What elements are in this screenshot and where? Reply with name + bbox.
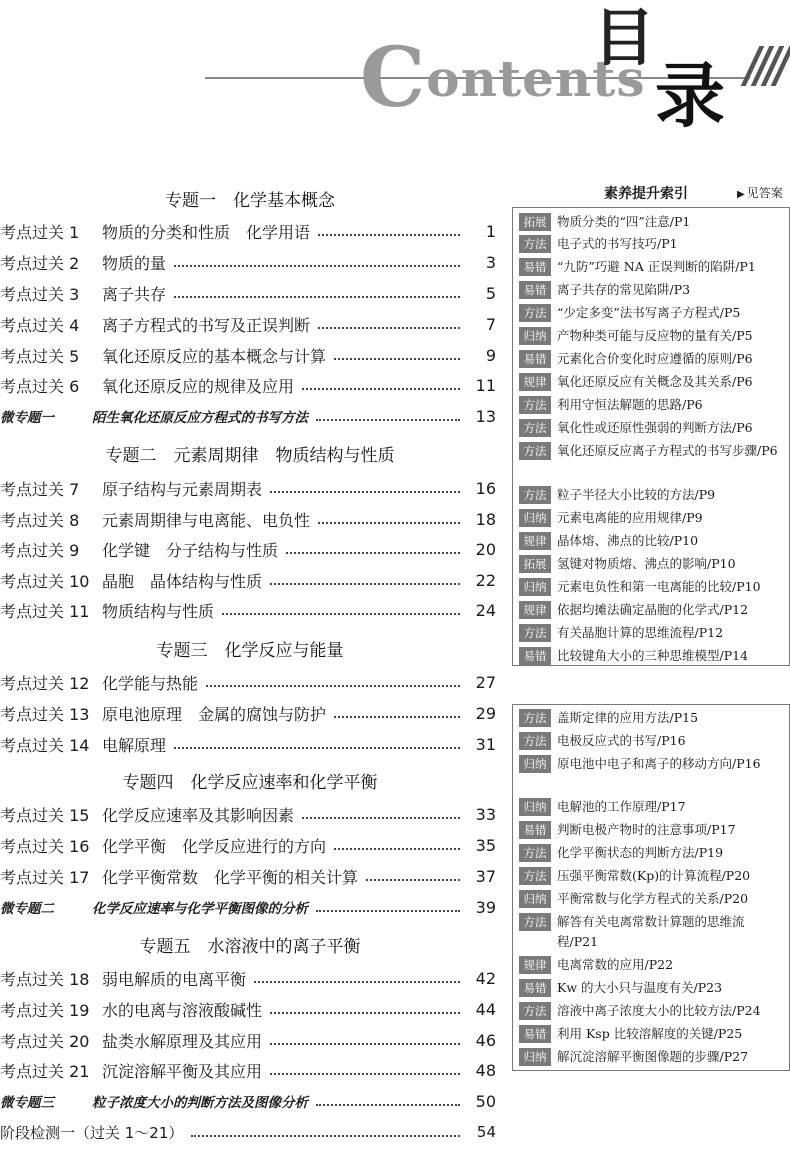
index-text: 电解池的工作原理/P17	[557, 799, 686, 814]
index-item[interactable]	[519, 395, 789, 415]
index-tag: 方法	[519, 419, 551, 437]
index-text: 化学平衡状态的判断方法/P19	[557, 845, 724, 860]
index-tag: 方法	[519, 486, 551, 504]
section-heading: 专题四 化学反应速率和化学平衡	[122, 773, 378, 793]
toc-row[interactable]: 考点过关 18 弱电解质的电离平衡 42	[0, 968, 496, 989]
index-item[interactable]	[519, 441, 789, 461]
section-heading: 专题三 化学反应与能量	[156, 641, 344, 661]
index-tag: 规律	[519, 373, 551, 391]
index-tag: 方法	[519, 624, 551, 642]
index-tag: 方法	[519, 844, 551, 862]
index-item[interactable]	[519, 820, 789, 840]
index-tag: 方法	[519, 304, 551, 322]
index-item[interactable]	[519, 372, 789, 392]
heading-lu: 录	[655, 55, 725, 137]
index-item[interactable]	[519, 1001, 789, 1021]
index-text: 电离常数的应用/P22	[557, 957, 674, 972]
toc-row[interactable]: 考点过关 19 水的电离与溶液酸碱性 44	[0, 999, 496, 1020]
toc-row[interactable]: 考点过关 1 物质的分类和性质 化学用语 1	[0, 221, 496, 242]
index-text: “九防”巧避 NA 正误判断的陷阱/P1	[557, 259, 756, 274]
index-item[interactable]	[519, 843, 789, 863]
section-heading: 专题一 化学基本概念	[165, 191, 335, 211]
index-tag: 归纳	[519, 890, 551, 908]
index-tag: 方法	[519, 732, 551, 750]
index-tag: 方法	[519, 913, 551, 931]
index-item[interactable]	[519, 600, 789, 620]
index-tag: 易错	[519, 258, 551, 276]
index-text: 比较键角大小的三种思维模型/P14	[557, 648, 749, 663]
index-text: 元素电负性和第一电离能的比较/P10	[557, 579, 761, 594]
toc-row-micro-topic[interactable]: 微专题三 粒子浓度大小的判断方法及图像分析 50	[0, 1091, 496, 1111]
index-tag: 归纳	[519, 578, 551, 596]
index-item[interactable]	[519, 623, 789, 643]
index-text: 溶液中离子浓度大小的比较方法/P24	[557, 1003, 761, 1018]
answer-reference: ▶ 见答案	[737, 186, 783, 200]
index-tag: 拓展	[519, 555, 551, 573]
toc-row[interactable]: 考点过关 16 化学平衡 化学反应进行的方向 35	[0, 835, 496, 856]
toc-row[interactable]: 考点过关 6 氧化还原反应的规律及应用 11	[0, 375, 496, 396]
index-text: 氧化还原反应有关概念及其关系/P6	[557, 374, 753, 389]
index-item[interactable]	[519, 485, 789, 505]
index-tag: 归纳	[519, 755, 551, 773]
triangle-right-icon: ▶	[737, 189, 745, 200]
index-item[interactable]	[519, 508, 789, 528]
toc-row-micro-topic[interactable]: 微专题二 化学反应速率与化学平衡图像的分析 39	[0, 897, 496, 917]
toc-row[interactable]: 考点过关 7 原子结构与元素周期表 16	[0, 478, 496, 499]
index-box-1	[512, 207, 790, 666]
index-tag: 方法	[519, 442, 551, 460]
index-text: 压强平衡常数(Kp)的计算流程/P20	[557, 868, 751, 883]
index-item[interactable]	[519, 326, 789, 346]
index-tag: 易错	[519, 647, 551, 665]
index-text: 物质分类的“四”注意/P1	[557, 214, 691, 229]
index-text: 解沉淀溶解平衡图像题的步骤/P27	[557, 1049, 749, 1064]
index-header	[518, 183, 790, 203]
index-item[interactable]	[519, 978, 789, 998]
contents-rest: ontents	[426, 49, 646, 108]
index-item[interactable]	[519, 1047, 789, 1067]
toc-row[interactable]: 考点过关 14 电解原理 31	[0, 734, 496, 755]
index-item[interactable]	[519, 912, 789, 952]
toc-row[interactable]: 考点过关 5 氧化还原反应的基本概念与计算 9	[0, 345, 496, 366]
index-tag: 归纳	[519, 327, 551, 345]
index-item[interactable]	[519, 731, 789, 751]
index-text: 粒子半径大小比较的方法/P9	[557, 487, 716, 502]
index-tag: 规律	[519, 532, 551, 550]
toc-row[interactable]: 考点过关 9 化学键 分子结构与性质 20	[0, 539, 496, 560]
index-tag: 归纳	[519, 798, 551, 816]
index-text: 元素电离能的应用规律/P9	[557, 510, 703, 525]
index-item[interactable]	[519, 554, 789, 574]
toc-row[interactable]: 考点过关 21 沉淀溶解平衡及其应用 48	[0, 1060, 496, 1081]
index-tag: 方法	[519, 867, 551, 885]
index-item[interactable]	[519, 349, 789, 369]
index-text: “少定多变”法书写离子方程式/P5	[557, 305, 741, 320]
index-item[interactable]	[519, 280, 789, 300]
index-tag: 方法	[519, 396, 551, 414]
index-tag: 归纳	[519, 509, 551, 527]
toc-row[interactable]: 考点过关 10 晶胞 晶体结构与性质 22	[0, 570, 496, 591]
index-item[interactable]	[519, 708, 789, 728]
toc-row[interactable]: 考点过关 3 离子共存 5	[0, 283, 496, 304]
index-text: Kw 的大小只与温度有关/P23	[557, 980, 723, 995]
index-item[interactable]	[519, 646, 789, 666]
index-item[interactable]	[519, 889, 789, 909]
index-tag: 易错	[519, 979, 551, 997]
index-item[interactable]	[519, 577, 789, 597]
index-text: 氧化还原反应离子方程式的书写步骤/P6	[557, 443, 778, 458]
index-text: 利用守恒法解题的思路/P6	[557, 397, 703, 412]
index-text: 元素化合价变化时应遵循的原则/P6	[557, 351, 753, 366]
toc-row[interactable]: 考点过关 13 原电池原理 金属的腐蚀与防护 29	[0, 703, 496, 724]
index-item[interactable]	[519, 955, 789, 975]
toc-row[interactable]: 考点过关 8 元素周期律与电离能、电负性 18	[0, 509, 496, 530]
index-tag: 方法	[519, 709, 551, 727]
toc-row[interactable]: 考点过关 17 化学平衡常数 化学平衡的相关计算 37	[0, 866, 496, 887]
index-text: 电极反应式的书写/P16	[557, 733, 686, 748]
index-item[interactable]	[519, 257, 789, 277]
index-text: 产物种类可能与反应物的量有关/P5	[557, 328, 753, 343]
index-text: 氧化性或还原性强弱的判断方法/P6	[557, 420, 753, 435]
index-text: 离子共存的常见陷阱/P3	[557, 282, 691, 297]
contents-initial: C	[360, 30, 427, 126]
index-tag: 归纳	[519, 1048, 551, 1066]
page-header	[0, 0, 790, 150]
index-text: 原电池中电子和离子的移动方向/P16	[557, 756, 761, 771]
section-heading: 专题五 水溶液中的离子平衡	[139, 937, 361, 957]
toc-row[interactable]: 考点过关 11 物质结构与性质 24	[0, 600, 496, 621]
toc-row[interactable]: 考点过关 15 化学反应速率及其影响因素 33	[0, 804, 496, 825]
index-item[interactable]	[519, 866, 789, 886]
section-heading: 专题二 元素周期律 物质结构与性质	[105, 446, 395, 466]
heading-mu: 目	[593, 1, 656, 74]
index-item[interactable]	[519, 418, 789, 438]
index-item[interactable]	[519, 1024, 789, 1044]
index-text: 盖斯定律的应用方法/P15	[557, 710, 699, 725]
index-item[interactable]	[519, 754, 789, 774]
toc-row-phase-test[interactable]: 阶段检测一（过关 1～21） 54	[0, 1123, 496, 1142]
index-text: 判断电极产物时的注意事项/P17	[557, 822, 736, 837]
index-title: 素养提升索引	[604, 186, 688, 202]
index-item[interactable]	[519, 212, 789, 232]
index-text: 利用 Ksp 比较溶解度的关键/P25	[557, 1026, 743, 1041]
toc-row[interactable]: 考点过关 20 盐类水解原理及其应用 46	[0, 1030, 496, 1051]
toc-row[interactable]: 考点过关 4 离子方程式的书写及正误判断 7	[0, 314, 496, 335]
index-text: 平衡常数与化学方程式的关系/P20	[557, 891, 749, 906]
index-tag: 易错	[519, 281, 551, 299]
decorative-stripes	[744, 46, 790, 86]
index-tag: 易错	[519, 821, 551, 839]
toc-row-micro-topic[interactable]: 微专题一 陌生氧化还原反应方程式的书写方法 13	[0, 406, 496, 426]
index-text: 晶体熔、沸点的比较/P10	[557, 533, 699, 548]
toc-row[interactable]: 考点过关 2 物质的量 3	[0, 252, 496, 273]
index-tag: 易错	[519, 350, 551, 368]
index-tag: 规律	[519, 601, 551, 619]
index-item[interactable]	[519, 531, 789, 551]
index-tag: 方法	[519, 1002, 551, 1020]
index-text: 氢键对物质熔、沸点的影响/P10	[557, 556, 736, 571]
index-tag: 方法	[519, 235, 551, 253]
index-text: 解答有关电离常数计算题的思维流程/P21	[557, 914, 745, 949]
index-box-2	[512, 704, 790, 1071]
index-tag: 规律	[519, 956, 551, 974]
index-text: 电子式的书写技巧/P1	[557, 236, 678, 251]
index-item[interactable]	[519, 234, 789, 254]
index-item[interactable]	[519, 303, 789, 323]
index-tag: 拓展	[519, 213, 551, 231]
toc-row[interactable]: 考点过关 12 化学能与热能 27	[0, 672, 496, 693]
index-item[interactable]	[519, 797, 789, 817]
index-text: 有关晶胞计算的思维流程/P12	[557, 625, 724, 640]
index-tag: 易错	[519, 1025, 551, 1043]
index-text: 依据均摊法确定晶胞的化学式/P12	[557, 602, 749, 617]
